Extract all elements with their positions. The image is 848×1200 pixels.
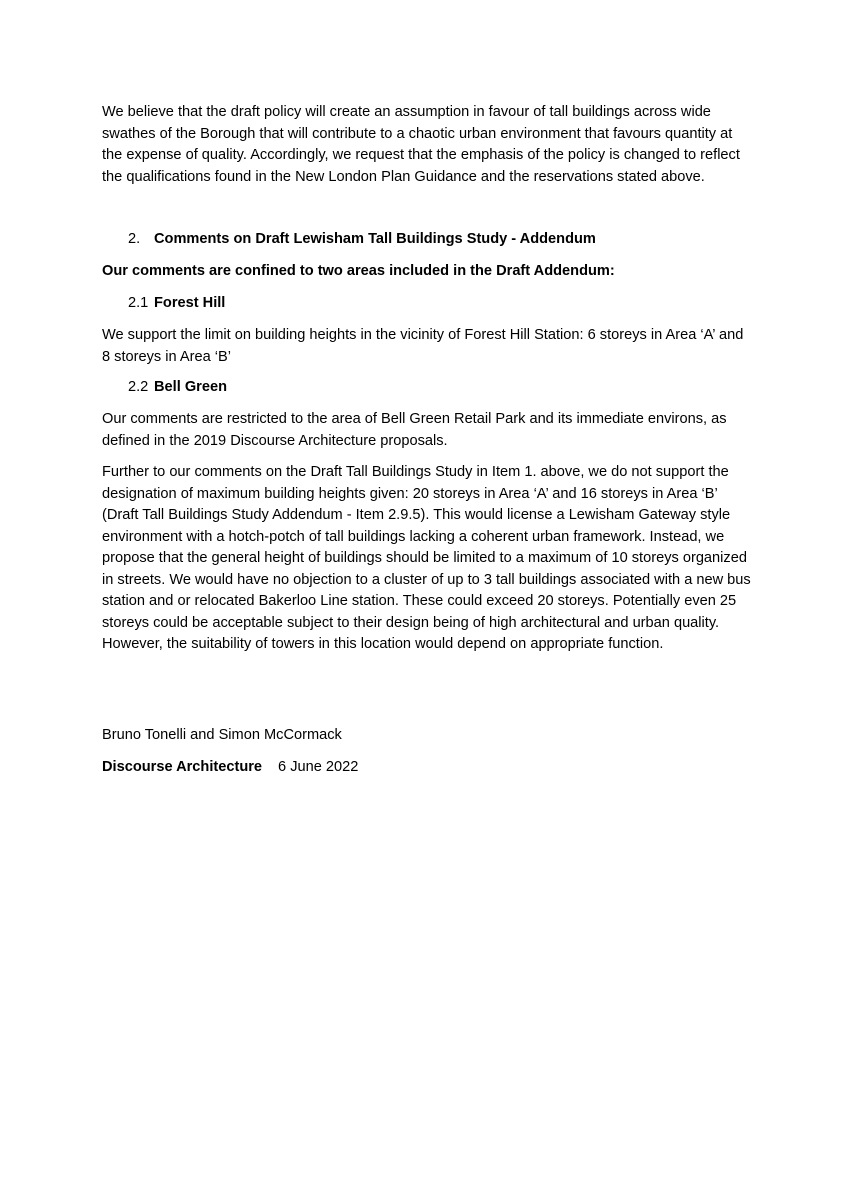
subsection-2-2-heading (128, 377, 778, 399)
section-2-lead: Our comments are confined to two areas included in the Draft Addendum: (102, 263, 615, 279)
forest-hill-paragraph: We support the limit on building heights in the vicinity of Forest Hill Station: 6 storeys in Area ‘A’ and 8 storeys in Area ‘B’ (102, 327, 744, 365)
subsection-2-1-title: Forest Hill (154, 295, 226, 311)
subsection-2-2-title: Bell Green (154, 379, 227, 395)
subsection-2-2-number: 2.2 (128, 379, 149, 395)
section-2-title: Comments on Draft Lewisham Tall Buildings Study - Addendum (154, 231, 596, 247)
subsection-2-1-number: 2.1 (128, 295, 149, 311)
signature-date: 6 June 2022 (278, 759, 359, 775)
section-2-heading (128, 229, 778, 251)
signature-line (102, 757, 752, 779)
signature-org: Discourse Architecture (102, 759, 263, 775)
signature-names: Bruno Tonelli and Simon McCormack (102, 727, 342, 743)
section-2-number: 2. (128, 231, 141, 247)
bell-green-paragraph-1: Our comments are restricted to the area of Bell Green Retail Park and its immediate environs, as defined in the 2019 Discourse Architecture proposals. (102, 411, 727, 449)
subsection-2-1-heading (128, 293, 778, 315)
intro-paragraph: We believe that the draft policy will create an assumption in favour of tall buildings across wide swathes of the Borough that will contribute to a chaotic urban environment that favours quantity at the expense of quality. Accordingly, we request that the emphasis of the policy is changed to reflect the qualifications found in the New London Plan Guidance and the reservations stated above. (102, 104, 740, 185)
bell-green-paragraph-2: Further to our comments on the Draft Tall Buildings Study in Item 1. above, we do not support the designation of maximum building heights given: 20 storeys in Area ‘A’ and 16 storeys in Area ‘B’ (Draft Tall Buildings Study Addendum - Item 2.9.5). This would license a Lewisham Gateway style environment with a hotch-potch of tall buildings lacking a coherent urban framework. Instead, we propose that the general height of buildings should be limited to a maximum of 10 storeys organized in streets. We would have no objection to a cluster of up to 3 tall buildings associated with a new bus station and or relocated Bakerloo Line station. These could exceed 20 storeys. Potentially even 25 storeys could be acceptable subject to their design being of high architectural and urban quality. However, the suitability of towers in this location would depend on appropriate function. (102, 464, 751, 652)
